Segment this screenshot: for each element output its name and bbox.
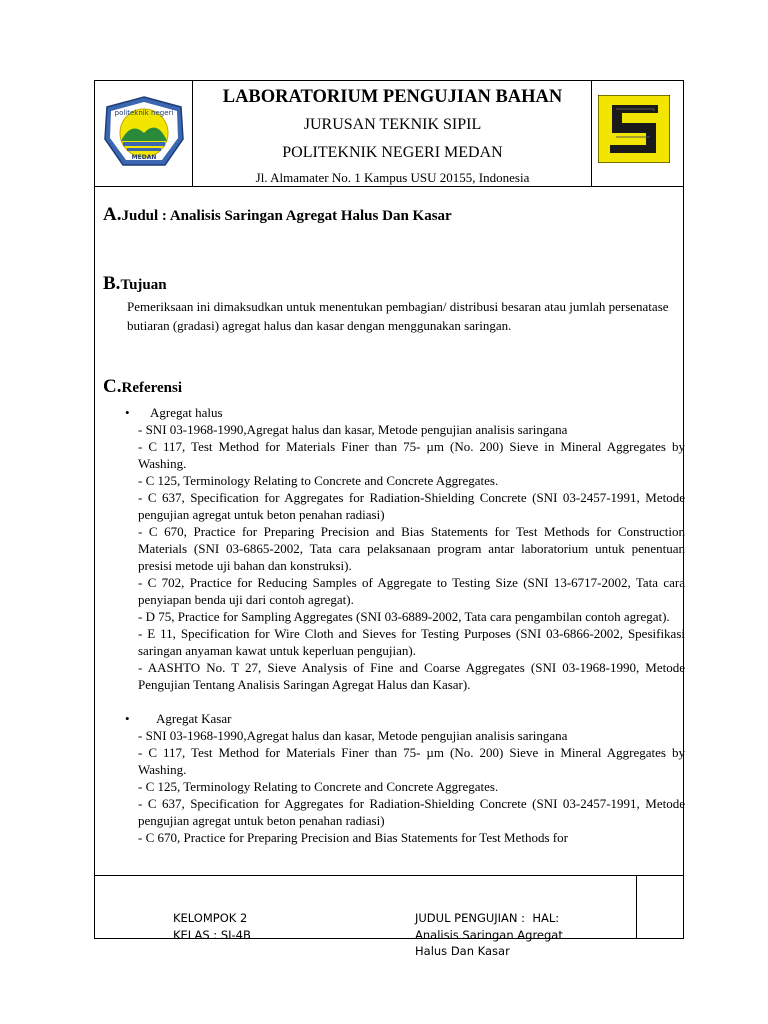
- footer-test-label-text: JUDUL PENGUJIAN :: [415, 911, 526, 925]
- institution-name: POLITEKNIK NEGERI MEDAN: [282, 144, 503, 161]
- section-a-letter: A.: [103, 204, 122, 225]
- footer-class: KELAS : SI-4B: [173, 928, 251, 942]
- list-item: - C 125, Terminology Relating to Concrete and Concrete Aggregates.: [138, 473, 499, 488]
- footer-divider: [636, 875, 637, 939]
- polmed-logo-icon: [101, 93, 187, 173]
- reference-group-label-kasar: • Agregat Kasar: [138, 710, 685, 727]
- list-item: - C 670, Practice for Preparing Precision and Bias Statements for Test Methods for Construction Materials (SNI 03-6865-2002, Tata cara pelaksanaan program antar laboratorium untuk penentuan presisi metode uji bahan dan konstruksi).: [138, 524, 685, 573]
- footer-top-rule: [95, 875, 683, 876]
- logo-text: politeknik negeri: [114, 109, 174, 117]
- list-item: - C 637, Specification for Aggregates for Radiation-Shielding Concrete (SNI 03-2457-1991, Metode pengujian agregat untuk beton penahan radiasi): [138, 796, 685, 828]
- section-c-letter: C.: [103, 376, 122, 397]
- header-divider-left: [192, 81, 193, 186]
- department-name: JURUSAN TEKNIK SIPIL: [303, 116, 482, 133]
- section-c-title: Referensi: [121, 380, 183, 396]
- list-item: - SNI 03-1968-1990,Agregat halus dan kasar, Metode pengujian analisis saringana: [138, 728, 568, 743]
- section-b-letter: B.: [103, 273, 121, 294]
- page-frame: [94, 80, 685, 958]
- section-b-title: Tujuan: [120, 277, 167, 293]
- footer-group: KELOMPOK 2: [173, 911, 248, 925]
- logo-subtext: MEDAN: [131, 154, 157, 161]
- section-b-heading: [103, 273, 167, 295]
- footer-test-title-line2: Halus Dan Kasar: [415, 944, 510, 958]
- section-b-body: Pemeriksaan ini dimaksudkan untuk menentukan pembagian/ distribusi besaran atau jumlah persenatase butiaran (gradasi) agregat halus dan kasar dengan menggunakan saringan.: [127, 299, 669, 333]
- reference-group-label-halus: • Agregat halus: [138, 404, 685, 421]
- list-item: - SNI 03-1968-1990,Agregat halus dan kasar, Metode pengujian analisis saringana: [138, 422, 568, 437]
- list-item: - C 117, Test Method for Materials Finer than 75- µm (No. 200) Sieve in Mineral Aggregates by Washing.: [138, 745, 685, 777]
- list-item: - C 125, Terminology Relating to Concrete and Concrete Aggregates.: [138, 779, 499, 794]
- list-item: - C 117, Test Method for Materials Finer than 75- µm (No. 200) Sieve in Mineral Aggregates by Washing.: [138, 439, 685, 471]
- list-item: - D 75, Practice for Sampling Aggregates (SNI 03-6889-2002, Tata cara pengambilan contoh agregat).: [138, 609, 670, 624]
- institution-address: Jl. Almamater No. 1 Kampus USU 20155, Indonesia: [255, 170, 530, 185]
- list-item: - AASHTO No. T 27, Sieve Analysis of Fine and Coarse Aggregates (SNI 03-1968-1990, Metode Pengujian Tentang Analisis Saringan Agregat Halus dan Kasar).: [138, 660, 685, 692]
- footer-test-label: [415, 910, 559, 926]
- references-list: [138, 404, 685, 846]
- footer-page-label: HAL:: [532, 911, 560, 925]
- list-item: - C 702, Practice for Reducing Samples of Aggregate to Testing Size (SNI 13-6717-2002, Tata cara penyiapan benda uji dari contoh agregat).: [138, 575, 685, 607]
- header-divider-right: [591, 81, 592, 186]
- section-a-title: Judul : Analisis Saringan Agregat Halus Dan Kasar: [121, 208, 452, 224]
- section-a-heading: [103, 204, 452, 226]
- list-item: - C 670, Practice for Preparing Precision and Bias Statements for Test Methods for: [138, 830, 568, 845]
- footer-test-title-line1: Analisis Saringan Agregat: [415, 928, 563, 942]
- lab-title: LABORATORIUM PENGUJIAN BAHAN: [222, 87, 563, 107]
- list-item: - E 11, Specification for Wire Cloth and Sieves for Testing Purposes (SNI 03-6866-2002, Spesifikasi saringan anyaman kawat untuk keperluan pengujian).: [138, 626, 685, 658]
- header-bottom-rule: [95, 186, 683, 187]
- list-item: - C 637, Specification for Aggregates for Radiation-Shielding Concrete (SNI 03-2457-1991, Metode pengujian agregat untuk beton penahan radiasi): [138, 490, 685, 522]
- civil-engineering-logo-icon: [598, 95, 670, 163]
- section-c-heading: [103, 376, 182, 398]
